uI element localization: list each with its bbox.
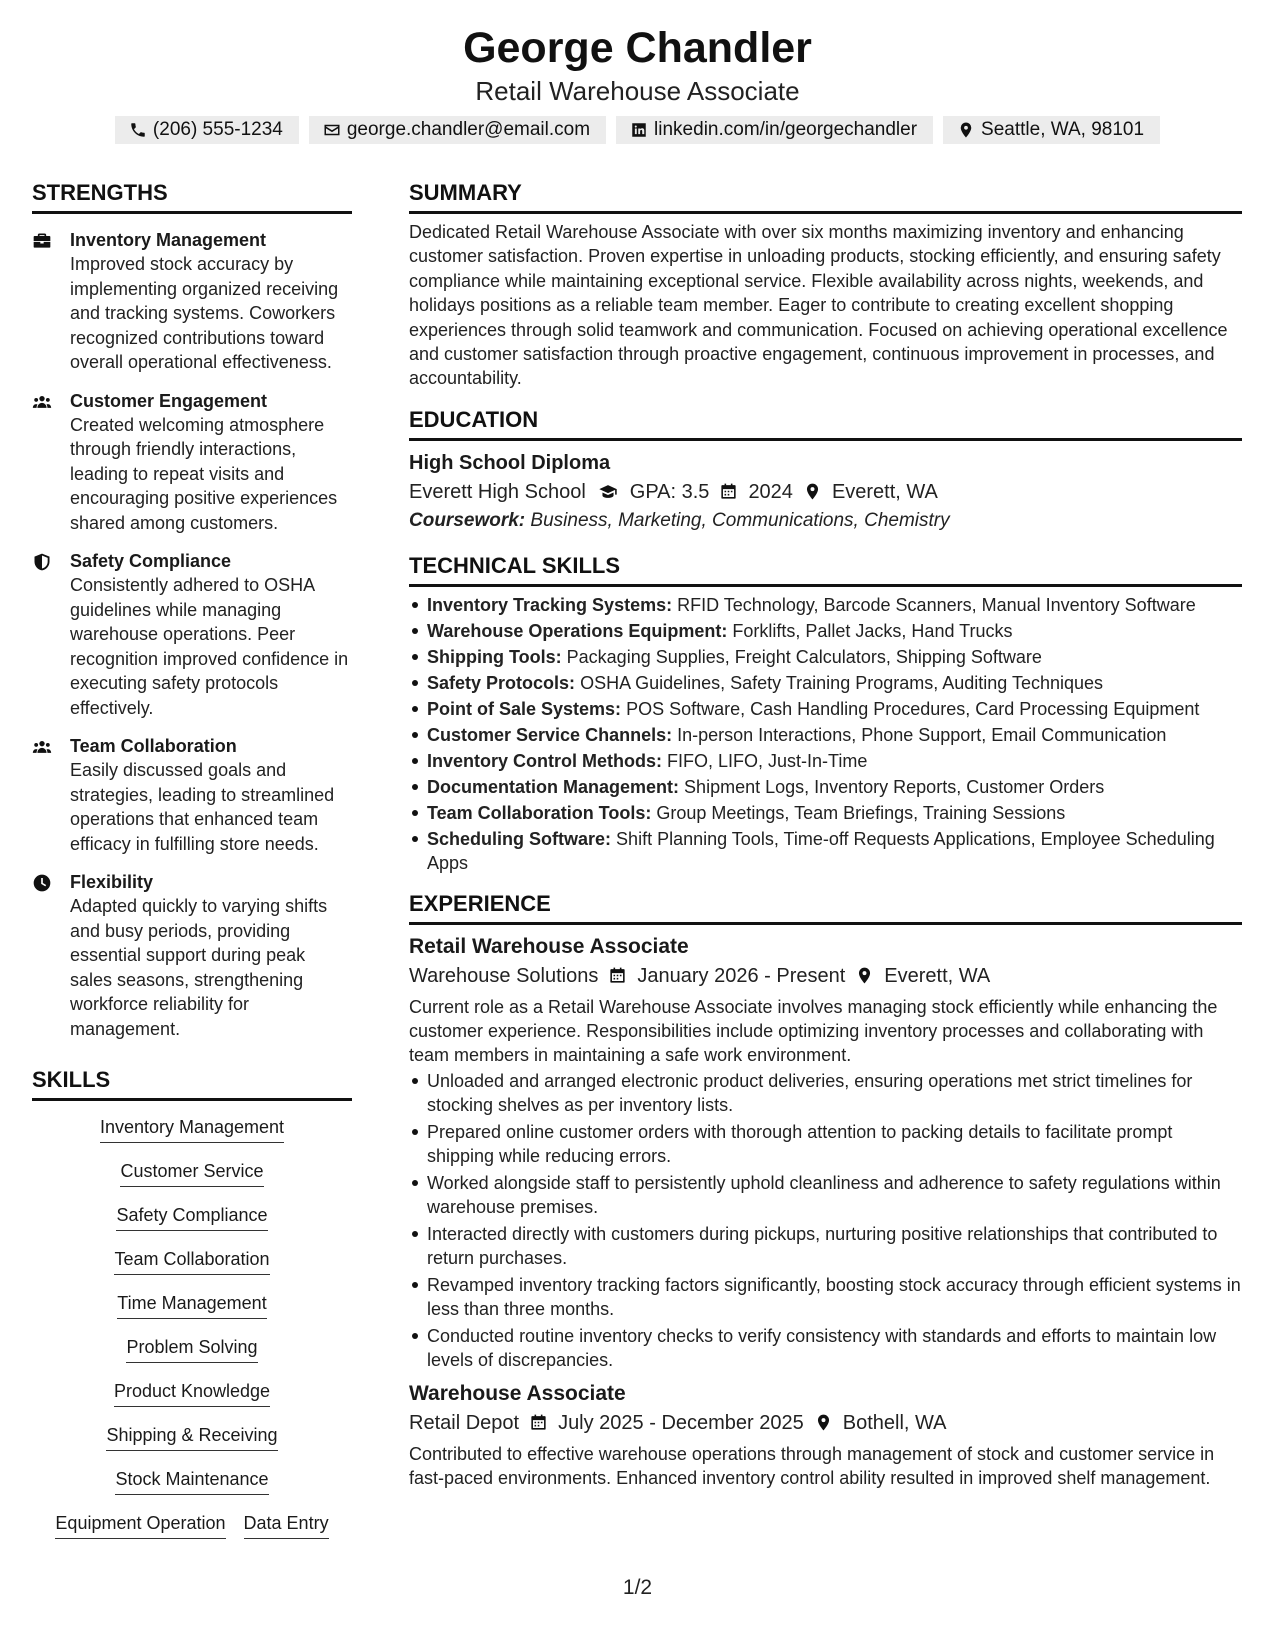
job-dates: July 2025 - December 2025: [558, 1411, 804, 1434]
experience-heading: EXPERIENCE: [409, 889, 1242, 925]
education-heading: EDUCATION: [409, 405, 1242, 441]
tech-skill-label: Warehouse Operations Equipment:: [427, 620, 728, 641]
tech-skill-value: FIFO, LIFO, Just-In-Time: [667, 750, 868, 771]
skill-tag: Product Knowledge: [114, 1379, 270, 1407]
envelope-icon: [323, 121, 341, 139]
list-item: [409, 645, 1242, 669]
list-item: [409, 801, 1242, 825]
education-entry: [409, 449, 1242, 535]
tech-skill-value: POS Software, Cash Handling Procedures, Card Processing Equipment: [626, 698, 1200, 719]
tech-skill-value: Shift Planning Tools, Time-off Requests Applications, Employee Scheduling Apps: [427, 828, 1215, 873]
tech-skill-label: Customer Service Channels:: [427, 724, 673, 745]
strength-desc: Created welcoming atmosphere through friendly interactions, leading to repeat visits and encouraging positive experiences shared among customers.: [70, 414, 338, 533]
skills-heading: SKILLS: [32, 1065, 352, 1101]
strength-desc: Improved stock accuracy by implementing organized receiving and tracking systems. Coworkers recognized contributions toward overall operational effectiveness.: [70, 254, 339, 372]
coursework-line: [409, 507, 1242, 535]
candidate-role: Retail Warehouse Associate: [475, 76, 800, 106]
briefcase-icon: [32, 231, 52, 251]
list-item: [409, 723, 1242, 747]
summary-text: Dedicated Retail Warehouse Associate with over six months maximizing inventory and enhancing customer satisfaction. Proven expertise in unloading products, stocking efficiently, and ensuring safety compliance while maintaining exceptional service. Flexible availability across nights, weekends, and holidays positions as a reliable team member. Eager to contribute to creating excellent shopping experiences through solid teamwork and communication. Focused on achieving operational excellence and customer satisfaction through proactive engagement, continuous improvement in processes, and accountability.: [409, 222, 1228, 389]
strength-item: [32, 389, 352, 536]
calendar-icon: [529, 1413, 548, 1432]
left-column: [32, 178, 352, 1555]
right-column: [409, 178, 1242, 1490]
strength-item: [32, 734, 352, 856]
summary-heading: SUMMARY: [409, 178, 1242, 214]
list-item: Revamped inventory tracking factors significantly, boosting stock accuracy through efficient systems in less than three months.: [409, 1273, 1242, 1321]
skill-tag: Team Collaboration: [114, 1247, 269, 1275]
tech-skill-label: Inventory Tracking Systems:: [427, 594, 673, 615]
skills-list: [32, 1115, 352, 1555]
strength-desc: Consistently adhered to OSHA guidelines while managing warehouse operations. Peer recognition improved confidence in executing safety protocols effectively.: [70, 575, 349, 718]
email-text: george.chandler@email.com: [346, 119, 591, 140]
job-bullets: [409, 1069, 1242, 1372]
coursework-list: Business, Marketing, Communications, Chemistry: [530, 509, 950, 531]
school-name: Everett High School: [409, 480, 586, 503]
skill-tag: Data Entry: [244, 1511, 329, 1539]
skill-tag: Equipment Operation: [55, 1511, 225, 1539]
location-text: Seattle, WA, 98101: [981, 119, 1145, 140]
map-pin-icon: [814, 1413, 833, 1432]
shield-icon: [32, 552, 52, 572]
tech-skill-label: Shipping Tools:: [427, 646, 562, 667]
job-meta: [409, 961, 1242, 991]
list-item: [409, 827, 1242, 875]
strength-title: Safety Compliance: [70, 551, 232, 571]
contact-linkedin[interactable]: [616, 116, 933, 144]
page-number: 1/2: [622, 1576, 653, 1599]
company-name: Warehouse Solutions: [409, 964, 599, 987]
job-location: Everett, WA: [884, 964, 991, 987]
job-description: Current role as a Retail Warehouse Associate involves managing stock efficiently while enhancing the customer experience. Responsibilities include optimizing inventory processes and collaborating with team members in maintaining a safe work environment.: [409, 996, 1218, 1065]
phone-icon: [129, 121, 147, 139]
strength-item: [32, 228, 352, 375]
calendar-icon: [608, 966, 627, 985]
resume-header: [0, 22, 1275, 144]
users-icon: [32, 737, 52, 757]
contact-phone[interactable]: [115, 116, 299, 144]
linkedin-text: linkedin.com/in/georgechandler: [654, 119, 918, 140]
contact-location: [943, 116, 1160, 144]
tech-skill-value: Group Meetings, Team Briefings, Training Sessions: [656, 802, 1066, 823]
job-location: Bothell, WA: [842, 1411, 947, 1434]
list-item: [409, 671, 1242, 695]
strength-desc: Easily discussed goals and strategies, leading to streamlined operations that enhanced team efficacy in fulfilling store needs.: [70, 760, 335, 854]
coursework-label: Coursework:: [409, 509, 526, 531]
tech-skill-value: OSHA Guidelines, Safety Training Programs, Auditing Techniques: [580, 672, 1104, 693]
job-title: Warehouse Associate: [409, 1381, 626, 1405]
tech-skill-label: Scheduling Software:: [427, 828, 612, 849]
skill-tag: Safety Compliance: [116, 1203, 267, 1231]
list-item: Interacted directly with customers during pickups, nurturing positive relationships that contributed to return purchases.: [409, 1222, 1242, 1270]
list-item: [409, 775, 1242, 799]
contact-bar: [0, 116, 1275, 144]
tech-skill-value: Shipment Logs, Inventory Reports, Customer Orders: [684, 776, 1105, 797]
strength-title: Customer Engagement: [70, 390, 268, 411]
tech-skill-label: Point of Sale Systems:: [427, 698, 622, 719]
job-dates: January 2026 - Present: [637, 964, 846, 987]
job-title: Retail Warehouse Associate: [409, 934, 689, 958]
linkedin-icon: [630, 121, 648, 139]
list-item: [409, 749, 1242, 773]
school-location: Everett, WA: [831, 480, 938, 503]
degree-title: High School Diploma: [409, 451, 611, 474]
list-item: Worked alongside staff to persistently uphold cleanliness and adherence to safety regulations within warehouse premises.: [409, 1171, 1242, 1219]
tech-skill-value: In-person Interactions, Phone Support, Email Communication: [677, 724, 1167, 745]
gpa-text: GPA: 3.5: [629, 480, 710, 503]
list-item: [409, 697, 1242, 721]
job-description: Contributed to effective warehouse operations through management of stock and customer service in fast-paced environments. Enhanced inventory control ability resulted in improved shelf management.: [409, 1443, 1215, 1488]
skill-tag: Stock Maintenance: [115, 1467, 268, 1495]
phone-text: (206) 555-1234: [152, 119, 283, 140]
graduation-year: 2024: [748, 480, 793, 503]
list-item: [409, 593, 1242, 617]
strength-desc: Adapted quickly to varying shifts and busy periods, providing essential support during peak sales seasons, strengthening workforce reliability for management.: [70, 896, 328, 1039]
strength-title: Flexibility: [70, 872, 154, 892]
graduation-cap-icon: [596, 482, 620, 501]
contact-email[interactable]: [309, 116, 606, 144]
map-pin-icon: [803, 482, 822, 501]
skill-tag: Customer Service: [120, 1159, 263, 1187]
tech-skill-value: Forklifts, Pallet Jacks, Hand Trucks: [732, 620, 1013, 641]
company-name: Retail Depot: [409, 1411, 520, 1434]
clock-icon: [32, 873, 52, 893]
calendar-icon: [719, 482, 738, 501]
tech-skill-label: Documentation Management:: [427, 776, 680, 797]
skill-tag: Inventory Management: [100, 1115, 284, 1143]
tech-skill-label: Inventory Control Methods:: [427, 750, 662, 771]
skill-tag: Shipping & Receiving: [106, 1423, 277, 1451]
tech-skill-value: RFID Technology, Barcode Scanners, Manual Inventory Software: [677, 594, 1196, 615]
experience-entry: [409, 1380, 1242, 1490]
tech-skill-value: Packaging Supplies, Freight Calculators, Shipping Software: [566, 646, 1042, 667]
list-item: [409, 619, 1242, 643]
strengths-heading: STRENGTHS: [32, 178, 352, 214]
skill-tag: Problem Solving: [126, 1335, 257, 1363]
tech-skill-label: Safety Protocols:: [427, 672, 576, 693]
technical-skills-heading: TECHNICAL SKILLS: [409, 551, 1242, 587]
list-item: Prepared online customer orders with thorough attention to packing details to facilitate prompt shipping while reducing errors.: [409, 1120, 1242, 1168]
strength-title: Inventory Management: [70, 230, 267, 250]
users-icon: [32, 392, 52, 412]
technical-skills-list: [409, 593, 1242, 875]
skill-tag: Time Management: [117, 1291, 266, 1319]
strength-item: [32, 549, 352, 720]
map-pin-icon: [957, 121, 975, 139]
list-item: Unloaded and arranged electronic product deliveries, ensuring operations met strict timelines for stocking shelves as per inventory lists.: [409, 1069, 1242, 1117]
list-item: Conducted routine inventory checks to verify consistency with standards and efforts to maintain low levels of discrepancies.: [409, 1324, 1242, 1372]
experience-entry: [409, 933, 1242, 1372]
education-meta: [409, 477, 1242, 507]
tech-skill-label: Team Collaboration Tools:: [427, 802, 652, 823]
strength-item: [32, 870, 352, 1041]
candidate-name: George Chandler: [463, 24, 812, 72]
job-meta: [409, 1408, 1242, 1438]
map-pin-icon: [855, 966, 874, 985]
strength-title: Team Collaboration: [70, 736, 237, 756]
